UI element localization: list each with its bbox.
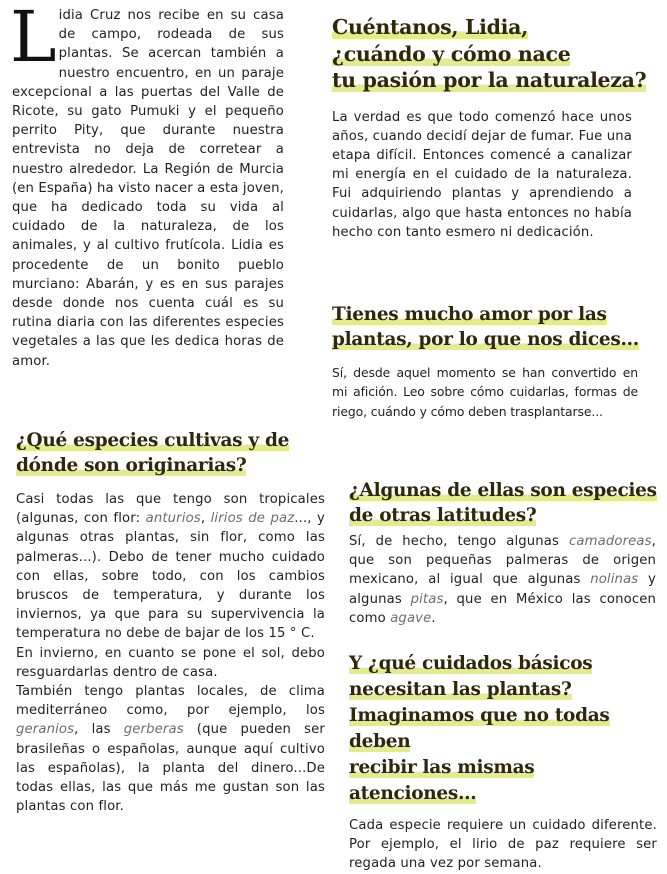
plant-name: lirios de paz [210, 511, 295, 527]
question-species-heading [16, 428, 326, 478]
plant-name: camadoreas [568, 534, 652, 549]
question-latitudes-heading [349, 478, 657, 528]
question-love-heading [332, 302, 652, 352]
intro-paragraph [10, 0, 284, 371]
question-latitudes-section [349, 478, 657, 628]
heading-line: de otras latitudes? [349, 505, 537, 526]
drop-cap: L [10, 0, 57, 78]
text-run: Sí, de hecho, tengo algunas [349, 534, 569, 549]
question-passion-heading [332, 14, 652, 94]
heading-line: Y ¿qué cuidados básicos [349, 653, 593, 674]
answer-latitudes [349, 532, 656, 628]
heading-line: ¿cuándo y cómo nace [332, 41, 571, 66]
heading-line: tu pasión por la naturaleza? [332, 68, 647, 92]
heading-line: necesitan las plantas? [349, 679, 572, 700]
answer-passion: La verdad es que todo comenzó hace unos años, cuando decidí dejar de fumar. Fue una etapa difícil. Entonces comencé a canalizar mi energía en el cuidado de la naturaleza. Fui adquiriendo plantas y aprendiendo a cuidarlas, algo que hasta entonces no había hecho con tanto esmero ni dedicación. [332, 109, 632, 240]
heading-line: recibir las mismas atenciones... [349, 757, 535, 804]
plant-name: geranios [16, 722, 75, 738]
answer-species-p1 [16, 490, 325, 644]
text-run: (que pueden ser brasileñas o españolas, aunque aquí cultivo las españolas), la planta del dinero...De todas ellas, las que más me gustan son las plantas con flor. [16, 722, 326, 815]
text-run: , [200, 511, 211, 527]
intro-section [10, 0, 284, 371]
text-run: , que son pequeñas palmeras de origen mexicano, al igual que algunas [349, 534, 656, 588]
question-species-section [16, 428, 326, 816]
answer-care: Cada especie requiere un cuidado diferente. Por ejemplo, el lirio de paz requiere ser regada una vez por semana. [349, 818, 657, 872]
heading-line: dónde son originarias? [16, 455, 247, 476]
text-run: También tengo plantas locales, de clima mediterráneo como, por ejemplo, los [16, 684, 325, 719]
plant-name: gerberas [123, 722, 184, 738]
answer-love: Sí, desde aquel momento se han convertido en mi afición. Leo sobre cómo cuidarlas, formas de riego, cuándo y cómo deben trasplantarse... [332, 365, 638, 419]
text-run: y algunas [349, 572, 657, 607]
question-care-heading [349, 651, 661, 807]
text-run: Casi todas las que tengo son tropicales (algunas, con flor: [16, 492, 325, 527]
heading-line: plantas, por lo que nos dices... [332, 329, 639, 350]
text-run: , las [74, 722, 124, 738]
text-run: ..., y algunas otras plantas, sin flor, como las palmeras...). Debo de tener mucho cuidado con ellas, sobre todo, con los cambios bruscos de temperatura, y durante los inviernos, ya que para su supervivencia la temperatura no debe de bajar de los 15 ° C. [16, 511, 326, 642]
answer-species-p3 [16, 682, 325, 816]
answer-love-clip [332, 363, 652, 420]
heading-line: Cuéntanos, Lidia, [332, 15, 528, 39]
question-care-section [349, 651, 661, 874]
plant-name: agave [390, 610, 432, 626]
plant-name: anturios [145, 511, 201, 527]
plant-name: pitas [410, 591, 444, 607]
heading-line: ¿Qué especies cultivas y de [16, 430, 290, 451]
heading-line: Tienes mucho amor por las [332, 304, 607, 325]
plant-name: nolinas [590, 572, 639, 588]
question-love-section [332, 302, 652, 420]
intro-text: idia Cruz nos recibe en su casa de campo, rodeada de sus plantas. Se acercan también a nuestro encuentro, en un paraje excepcional a las puertas del Valle de Ricote, su gato Pumuki y el pequeño perrito Pity, que durante nuestra entrevista no deja de corretear a nuestro alrededor. La Región de Murcia (en España) ha visto nacer a esta joven, que ha dedicado toda su vida al cuidado de la naturaleza, de los animales, y al cultivo frutícola. Lidia es procedente de un bonito pueblo murciano: Abarán, y es en sus parajes desde donde nos cuenta cuál es su rutina diaria con las diferentes especies vegetales a las que les dedica horas de amor. [12, 8, 284, 369]
answer-species-p2: En invierno, en cuanto se pone el sol, debo resguardarlas dentro de casa. [16, 645, 325, 680]
heading-line: Imaginamos que no todas deben [349, 705, 610, 752]
text-run: , que en México las conocen como [349, 591, 656, 626]
text-run: . [431, 610, 436, 626]
heading-line: ¿Algunas de ellas son especies [349, 480, 657, 501]
question-passion-section [332, 14, 652, 242]
